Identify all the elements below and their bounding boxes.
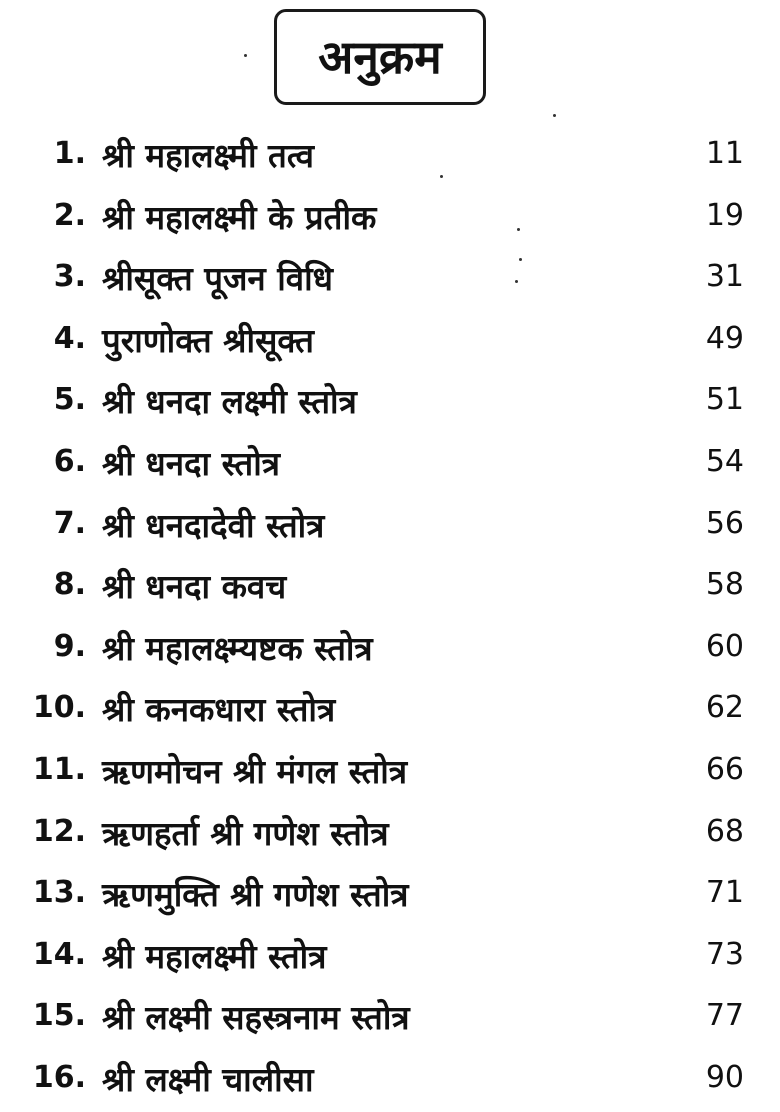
toc-row	[0, 376, 780, 434]
toc-page: 90	[705, 1060, 744, 1095]
toc-page: 62	[705, 690, 744, 725]
scan-speck	[519, 258, 522, 261]
toc-title: ऋणमोचन श्री मंगल स्तोत्र	[102, 752, 408, 791]
toc-page: 71	[705, 875, 744, 910]
toc-number: 6.	[53, 444, 86, 479]
toc-number: 3.	[53, 259, 86, 294]
toc-row	[0, 684, 780, 742]
scan-speck	[440, 175, 443, 178]
scan-speck	[244, 54, 247, 57]
toc-row	[0, 561, 780, 619]
toc-number: 1.	[53, 136, 86, 171]
toc-title: ऋणमुक्ति श्री गणेश स्तोत्र	[102, 875, 409, 914]
toc-row	[0, 931, 780, 989]
toc-number: 2.	[53, 198, 86, 233]
toc-row	[0, 500, 780, 558]
toc-number: 15.	[32, 998, 86, 1033]
toc-row	[0, 869, 780, 927]
toc-title: श्री धनदा कवच	[102, 567, 287, 606]
toc-page: 73	[705, 937, 744, 972]
toc-row	[0, 808, 780, 866]
toc-title: पुराणोक्त श्रीसूक्त	[102, 321, 314, 360]
toc-page: 56	[705, 506, 744, 541]
toc-page: 19	[705, 198, 744, 233]
toc-title: श्रीसूक्त पूजन विधि	[102, 259, 333, 298]
toc-row	[0, 438, 780, 496]
toc-title: श्री धनदादेवी स्तोत्र	[102, 506, 325, 545]
toc-row	[0, 130, 780, 188]
toc-number: 11.	[32, 752, 86, 787]
toc-row	[0, 315, 780, 373]
toc-number: 4.	[53, 321, 86, 356]
toc-title: श्री कनकधारा स्तोत्र	[102, 690, 336, 729]
toc-page: 54	[705, 444, 744, 479]
toc-page: 58	[705, 567, 744, 602]
toc-title: श्री लक्ष्मी सहस्त्रनाम स्तोत्र	[102, 998, 410, 1037]
scan-speck	[517, 228, 520, 231]
toc-number: 14.	[32, 937, 86, 972]
toc-number: 13.	[32, 875, 86, 910]
toc-title: श्री महालक्ष्मी के प्रतीक	[102, 198, 377, 237]
toc-title: श्री धनदा लक्ष्मी स्तोत्र	[102, 382, 357, 421]
toc-page: 49	[705, 321, 744, 356]
toc-number: 7.	[53, 506, 86, 541]
toc-row	[0, 1054, 780, 1112]
toc-number: 5.	[53, 382, 86, 417]
scan-speck	[515, 280, 518, 283]
scan-speck	[553, 114, 556, 117]
toc-row	[0, 623, 780, 681]
toc-number: 10.	[32, 690, 86, 725]
title-box	[274, 9, 486, 105]
toc-title: श्री धनदा स्तोत्र	[102, 444, 280, 483]
toc-number: 12.	[32, 814, 86, 849]
toc-title: श्री महालक्ष्मी तत्व	[102, 136, 314, 175]
toc-title: श्री महालक्ष्म्यष्टक स्तोत्र	[102, 629, 373, 668]
toc-page: 51	[705, 382, 744, 417]
toc-page: 31	[705, 259, 744, 294]
toc-number: 9.	[53, 629, 86, 664]
toc-row	[0, 192, 780, 250]
toc-row	[0, 253, 780, 311]
toc-page: 68	[705, 814, 744, 849]
toc-row	[0, 992, 780, 1050]
toc-number: 16.	[32, 1060, 86, 1095]
toc-page: 60	[705, 629, 744, 664]
toc-row	[0, 746, 780, 804]
toc-number: 8.	[53, 567, 86, 602]
page-title: अनुक्रम	[318, 30, 442, 84]
toc-title: ऋणहर्ता श्री गणेश स्तोत्र	[102, 814, 389, 853]
toc-page: 11	[705, 136, 744, 171]
toc-title: श्री महालक्ष्मी स्तोत्र	[102, 937, 327, 976]
toc-page: 66	[705, 752, 744, 787]
toc-title: श्री लक्ष्मी चालीसा	[102, 1060, 314, 1099]
toc-page: 77	[705, 998, 744, 1033]
